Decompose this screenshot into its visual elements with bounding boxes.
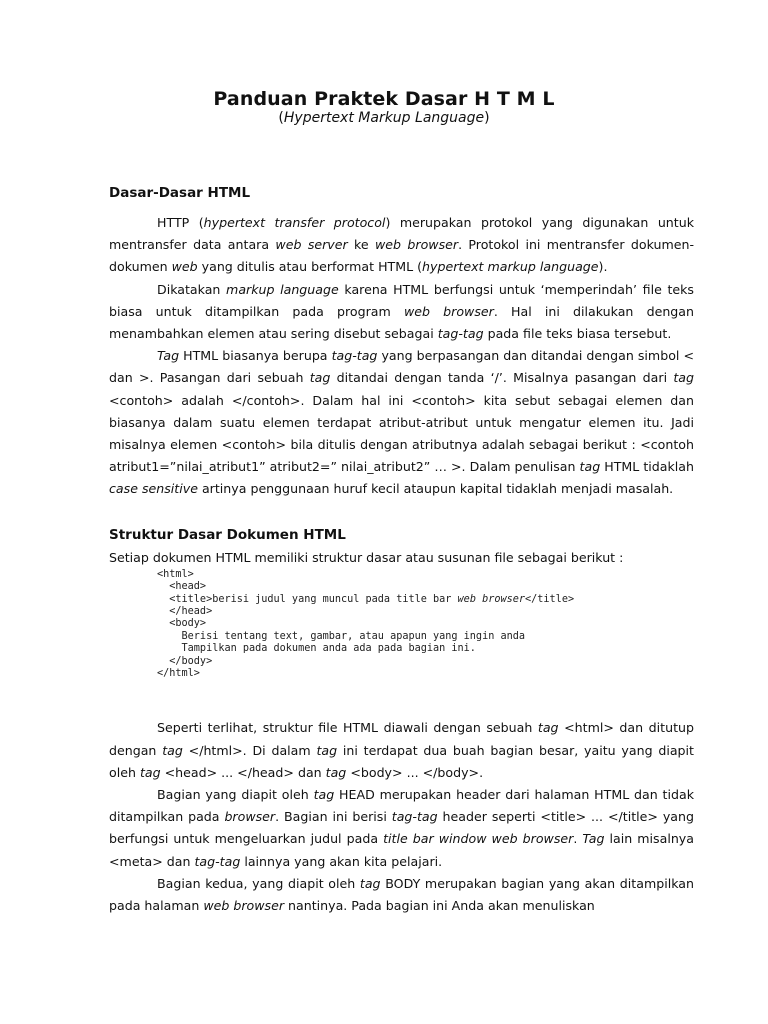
paragraph-head: Bagian yang diapit oleh tag HEAD merupakan header dari halaman HTML dan tidak ditampilkan pada browser. Bagian ini berisi tag-tag header seperti <title> ... </title> yang berfungsi untuk mengeluarkan judul pada title bar window web browser. Tag lain misalnya <meta> dan tag-tag lainnya yang akan kita pelajari. [109,786,694,869]
code-line: </body> [157,655,213,667]
paragraph-struktur-intro: Setiap dokumen HTML memiliki struktur dasar atau susunan file sebagai berikut : [109,549,624,565]
code-line: Tampilkan pada dokumen anda ada pada bagian ini. [157,643,476,655]
paragraph-http: HTTP (hypertext transfer protocol) merupakan protokol yang digunakan untuk mentransfer data antara web server ke web browser. Protokol ini mentransfer dokumen-dokumen web yang ditulis atau berformat HTML (hypertext markup language). [109,215,694,275]
paragraph-struktur-html: Seperti terlihat, struktur file HTML diawali dengan sebuah tag <html> dan ditutup dengan tag </html>. Di dalam tag ini terdapat dua buah bagian besar, yaitu yang diapit oleh tag <head> ... </head> dan tag <body> ... </body>. [109,720,694,780]
paragraph-markup: Dikatakan markup language karena HTML berfungsi untuk ‘memperindah’ file teks biasa untuk ditampilkan pada program web browser. Hal ini dilakukan dengan menambahkan elemen atau sering disebut sebagai tag-tag pada file teks biasa tersebut. [109,281,695,342]
code-line: <head> [157,581,207,593]
code-line: Berisi tentang text, gambar, atau apapun yang ingin anda [157,630,526,642]
code-line: </html> [157,667,200,679]
paragraph-body: Bagian kedua, yang diapit oleh tag BODY merupakan bagian yang akan ditampilkan pada halaman web browser nantinya. Pada bagian ini Anda akan menuliskan [109,875,694,913]
code-block [109,569,694,681]
document-subtitle: (Hypertext Markup Language) [278,110,490,126]
section-heading-dasar: Dasar-Dasar HTML [109,185,251,201]
code-line: <html> [157,568,194,580]
code-line: </head> [157,606,213,618]
paragraph-tag: Tag HTML biasanya berupa tag-tag yang berpasangan dan ditandai dengan simbol < dan >. Pasangan dari sebuah tag ditandai dengan tanda ‘/’. Misalnya pasangan dari tag <contoh> adalah </contoh>. Dalam hal ini <contoh> kita sebut sebagai elemen dan biasanya dalam suatu elemen terdapat atribut-atribut untuk mengatur elemen itu. Jadi misalnya elemen <contoh> bila ditulis dengan atributnya adalah sebagai berikut : <contoh atribut1=”nilai_atribut1” atribut2=” nilai_atribut2” … >. Dalam penulisan tag HTML tidaklah case sensitive artinya penggunaan huruf kecil ataupun kapital tidaklah menjadi masalah. [109,348,694,497]
code-line: <title>berisi judul yang muncul pada title bar web browser</title> [157,593,575,605]
document-title: Panduan Praktek Dasar H T M L [213,88,555,110]
code-line: <body> [157,618,207,630]
section-heading-struktur: Struktur Dasar Dokumen HTML [109,526,346,543]
document-body [109,185,694,917]
